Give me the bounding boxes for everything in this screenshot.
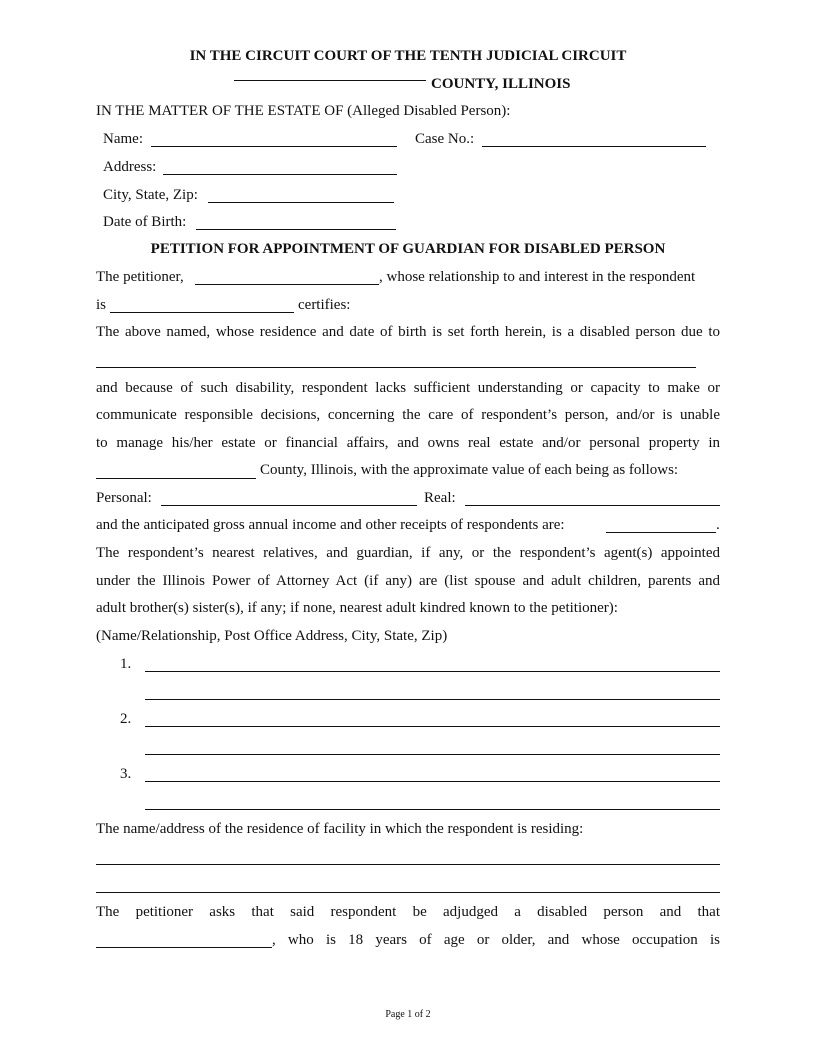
- case-number-label: Case No.:: [415, 131, 475, 147]
- property-county-field[interactable]: [96, 478, 256, 479]
- real-label: Real:: [424, 490, 456, 506]
- matter-heading: IN THE MATTER OF THE ESTATE OF (Alleged Disabled Person):: [96, 103, 511, 119]
- guardian-age-text: , who is 18 years of age or older, and whose occupation is: [272, 932, 720, 948]
- capacity-paragraph-line-3: to manage his/her estate or financial affairs, and owns real estate and/or personal property in: [96, 435, 720, 451]
- adjudge-request-text: The petitioner asks that said respondent be adjudged a disabled person and that: [96, 904, 720, 920]
- certifies-text: certifies:: [298, 297, 351, 313]
- date-of-birth-field[interactable]: [196, 229, 396, 230]
- residence-field-line-2[interactable]: [96, 892, 720, 893]
- income-text: and the anticipated gross annual income and other receipts of respondents are:: [96, 517, 565, 533]
- real-estate-field[interactable]: [465, 505, 720, 506]
- relative-1-line-1[interactable]: [145, 671, 720, 672]
- is-label: is: [96, 297, 107, 313]
- relative-item-number: 1.: [120, 656, 132, 672]
- petitioner-label: The petitioner,: [96, 269, 184, 285]
- guardian-name-field[interactable]: [96, 947, 272, 948]
- personal-label: Personal:: [96, 490, 152, 506]
- relative-2-line-1[interactable]: [145, 726, 720, 727]
- county-blank[interactable]: [234, 80, 426, 81]
- relatives-list-header: (Name/Relationship, Post Office Address, City, State, Zip): [96, 628, 448, 644]
- relative-3-line-1[interactable]: [145, 781, 720, 782]
- residence-label: The name/address of the residence of facility in which the respondent is residing:: [96, 821, 584, 837]
- relationship-field[interactable]: [110, 312, 294, 313]
- relative-2-line-2[interactable]: [145, 754, 720, 755]
- case-number-field[interactable]: [482, 146, 706, 147]
- relative-1-line-2[interactable]: [145, 699, 720, 700]
- county-value-text: County, Illinois, with the approximate value of each being as follows:: [260, 462, 679, 478]
- address-label: Address:: [103, 159, 157, 175]
- name-field[interactable]: [151, 146, 397, 147]
- residence-field-line-1[interactable]: [96, 864, 720, 865]
- disabled-reason-text: The above named, whose residence and date of birth is set forth herein, is a disabled person due to: [96, 324, 720, 340]
- income-period: .: [716, 517, 720, 533]
- capacity-paragraph-line-2: communicate responsible decisions, concerning the care of respondent’s person, and/or is unable: [96, 407, 720, 423]
- name-label: Name:: [103, 131, 143, 147]
- disability-reason-field[interactable]: [96, 367, 696, 368]
- page-number: Page 1 of 2: [385, 1009, 431, 1020]
- petitioner-name-field[interactable]: [195, 284, 379, 285]
- personal-property-field[interactable]: [161, 505, 417, 506]
- address-field[interactable]: [163, 174, 397, 175]
- city-state-zip-field[interactable]: [208, 202, 394, 203]
- relatives-paragraph-line-1: The respondent’s nearest relatives, and guardian, if any, or the respondent’s agent(s) appointed: [96, 545, 720, 561]
- relative-3-line-2[interactable]: [145, 809, 720, 810]
- county-heading: COUNTY, ILLINOIS: [431, 76, 571, 92]
- relatives-paragraph-line-3: adult brother(s) sister(s), if any; if none, nearest adult kindred known to the petitioner):: [96, 600, 618, 616]
- relative-item-number: 3.: [120, 766, 132, 782]
- relative-item-number: 2.: [120, 711, 132, 727]
- petition-title: PETITION FOR APPOINTMENT OF GUARDIAN FOR DISABLED PERSON: [150, 241, 666, 257]
- annual-income-field[interactable]: [606, 532, 716, 533]
- relatives-paragraph-line-2: under the Illinois Power of Attorney Act (if any) are (list spouse and adult children, parents and: [96, 573, 720, 589]
- city-state-zip-label: City, State, Zip:: [103, 187, 198, 203]
- capacity-paragraph-line-1: and because of such disability, respondent lacks sufficient understanding or capacity to make or: [96, 380, 720, 396]
- date-of-birth-label: Date of Birth:: [103, 214, 187, 230]
- court-heading: IN THE CIRCUIT COURT OF THE TENTH JUDICIAL CIRCUIT: [189, 48, 627, 64]
- relationship-text: , whose relationship to and interest in the respondent: [379, 269, 696, 285]
